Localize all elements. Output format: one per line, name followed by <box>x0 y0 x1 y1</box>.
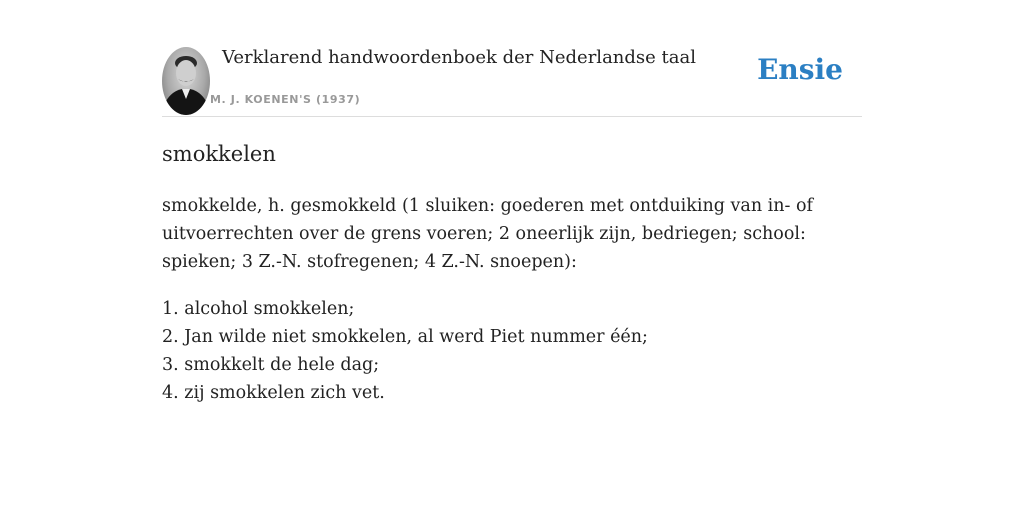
ensie-logo-link[interactable]: Ensie <box>757 53 843 86</box>
example-item: 1. alcohol smokkelen; <box>162 299 355 319</box>
example-item: 3. smokkelt de hele dag; <box>162 355 380 375</box>
author-credit: M. J. KOENEN'S (1937) <box>210 93 361 106</box>
example-list <box>162 295 862 407</box>
entry-headword: smokkelen <box>162 142 276 166</box>
book-title: Verklarend handwoordenboek der Nederlandse taal <box>222 47 696 68</box>
author-portrait <box>162 47 210 115</box>
example-item: 2. Jan wilde niet smokkelen, al werd Piet nummer één; <box>162 327 648 347</box>
entry-definition: smokkelde, h. gesmokkeld (1 sluiken: goederen met ontduiking van in- of uitvoerrechten over de grens voeren; 2 oneerlijk zijn, bedriegen; school: spieken; 3 Z.-N. stofregenen; 4 Z.-N. snoepen): <box>162 196 814 272</box>
dictionary-header <box>162 46 862 117</box>
example-item: 4. zij smokkelen zich vet. <box>162 383 385 403</box>
